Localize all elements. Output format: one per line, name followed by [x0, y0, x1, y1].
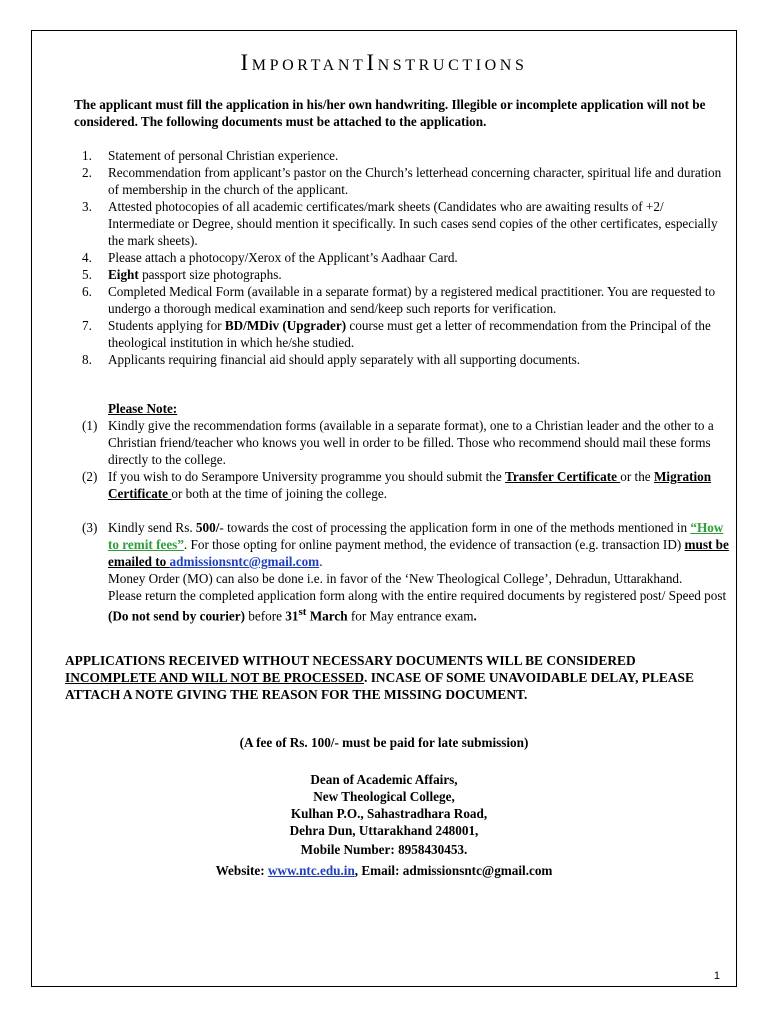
address-line-4: Dehra Dun, Uttarakhand 248001,	[289, 823, 479, 838]
list-item: 6. Completed Medical Form (available in a separate format) by a registered medical practitioner. You are requested to undergo a thorough medical examination and send/keep such reports for verification.	[82, 284, 716, 316]
website-email-line: Website: www.ntc.edu.in, Email: admissionsntc@gmail.com	[215, 863, 553, 878]
how-to-remit-fees-link[interactable]: “How to remit fees”	[108, 520, 724, 552]
note-item-1: (1) Kindly give the recommendation forms (available in a separate format), one to a Christian leader and the other to a Christian friend/teacher who knows you well in order to be filled. Those who recommend should mail these forms directly to the college.	[82, 418, 714, 467]
page-title	[32, 50, 736, 76]
title-cap-2: I	[366, 50, 378, 75]
address-line-1: Dean of Academic Affairs,	[310, 772, 458, 787]
note-item-3: (3) Kindly send Rs. 500/- towards the cost of processing the application form in one of the methods mentioned in “How to remit fees”. For those opting for online payment method, the evidence of transaction (e.g. transaction ID) must be emailed to admissionsntc@gmail.com. Money Order (MO) can also be done i.e. in favor of the ‘New Theological College’, Dehradun, Uttarakhand. Please return the completed application form along with the entire required documents by registered post/ Speed post (Do not send by courier) before 31st March for May entrance exam.	[82, 520, 729, 624]
list-item: 8. Applicants requiring financial aid should apply separately with all supporting documents.	[82, 352, 581, 367]
transfer-certificate-text: Transfer Certificate	[505, 469, 621, 484]
list-item: 7. Students applying for BD/MDiv (Upgrader) course must get a letter of recommendation from the Principal of the theological institution in which he/she studied.	[82, 318, 711, 350]
late-fee-note: (A fee of Rs. 100/- must be paid for late submission)	[239, 735, 529, 750]
documents-list	[82, 147, 732, 368]
address-line-2: New Theological College,	[313, 789, 455, 804]
migration-certificate-text: Migration Certificate	[108, 469, 712, 501]
admissions-email-link[interactable]: admissionsntc@gmail.com	[169, 554, 320, 569]
title-cap-1: I	[240, 50, 252, 75]
list-item: 5. Eight passport size photographs.	[82, 267, 282, 282]
page-number: 1	[713, 970, 720, 982]
intro-paragraph: The applicant must fill the application in his/her own handwriting. Illegible or incomplete application will not be considered. The following documents must be attached to the application.	[74, 97, 706, 129]
list-item: 2. Recommendation from applicant’s pastor on the Church’s letterhead concerning character, spiritual life and duration of membership in the church of the applicant.	[82, 165, 722, 197]
list-item: 1. Statement of personal Christian experience.	[82, 148, 339, 163]
title-rest-2: NSTRUCTIONS	[377, 57, 528, 74]
warning-paragraph: APPLICATIONS RECEIVED WITHOUT NECESSARY DOCUMENTS WILL BE CONSIDERED INCOMPLETE AND WILL NOT BE PROCESSED. INCASE OF SOME UNAVOIDABLE DELAY, PLEASE ATTACH A NOTE GIVING THE REASON FOR THE MISSING DOCUMENT.	[65, 653, 694, 702]
address-line-3: Kulhan P.O., Sahastradhara Road,	[290, 806, 488, 821]
please-note-heading: Please Note:	[108, 401, 178, 416]
mobile-number: Mobile Number: 8958430453.	[300, 842, 468, 857]
website-link[interactable]: www.ntc.edu.in	[267, 863, 355, 878]
list-item: 3. Attested photocopies of all academic certificates/mark sheets (Candidates who are awaiting results of +2/ Intermediate or Degree, should mention it specifically. In such cases send copies of the other certificates, especially the mark sheets).	[82, 199, 718, 248]
title-rest-1: MPORTANT	[251, 57, 367, 74]
list-item: 4. Please attach a photocopy/Xerox of the Applicant’s Aadhaar Card.	[82, 250, 458, 265]
page-frame	[31, 30, 737, 987]
note-item-2: (2) If you wish to do Serampore University programme you should submit the Transfer Certificate or the Migration Certificate or both at the time of joining the college.	[82, 469, 712, 501]
notes-list	[82, 417, 732, 624]
